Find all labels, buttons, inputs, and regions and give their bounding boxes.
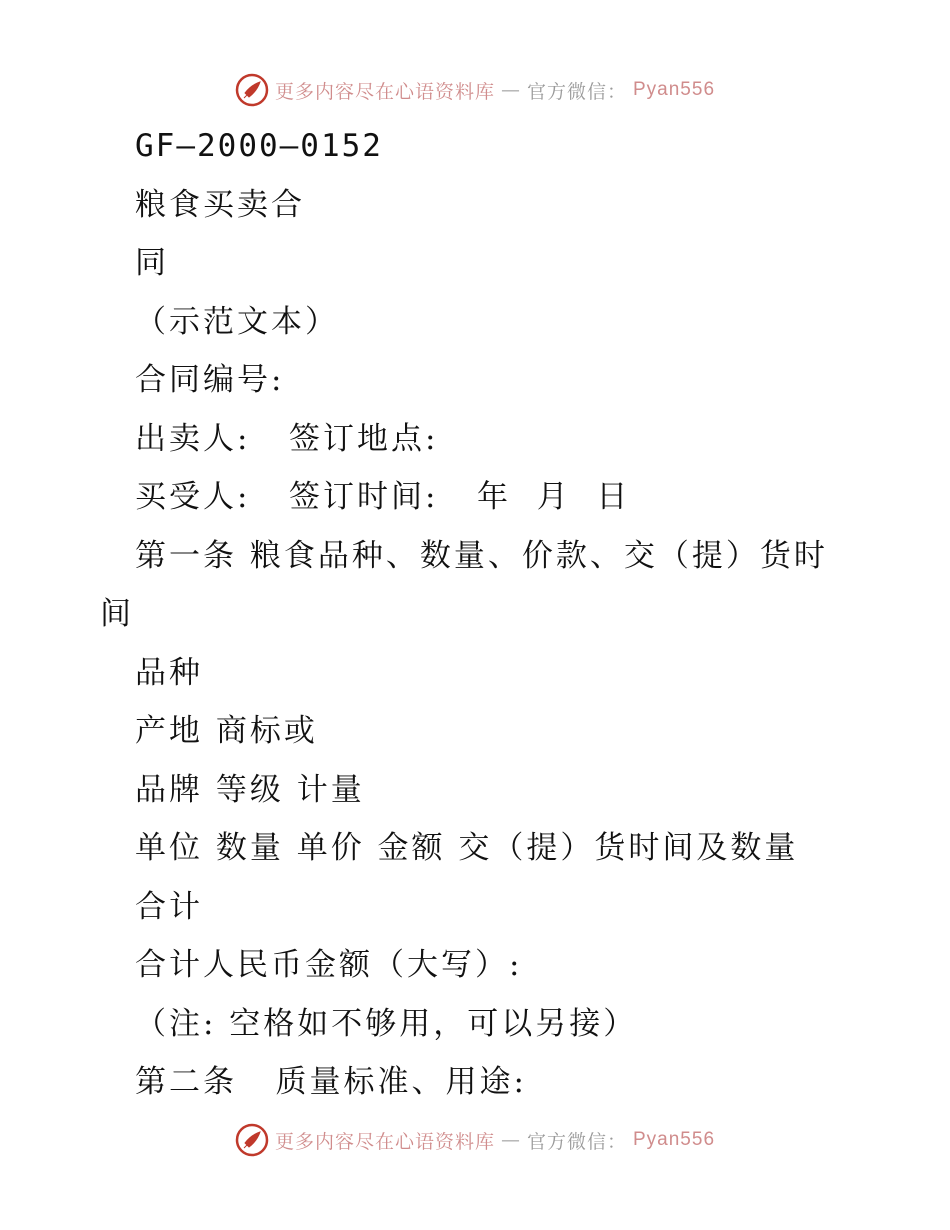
- watermark-wechat-id: Pyan556: [633, 79, 716, 100]
- total-rmb-line: 合计人民币金额（大写）:: [135, 947, 523, 983]
- watermark-brand: 更多内容尽在心语资料库: [274, 80, 495, 103]
- quill-logo-icon: [235, 1123, 269, 1157]
- note-line: （注: 空格如不够用，可以另接）: [135, 1006, 638, 1042]
- watermark-label: 官方微信：: [526, 80, 627, 103]
- total-line: 合计: [135, 889, 203, 925]
- document-subtitle: （示范文本）: [135, 304, 339, 340]
- document-title-part2: 同: [135, 245, 169, 281]
- document-title-part1: 粮食买卖合: [135, 187, 305, 223]
- quill-logo-icon: [235, 73, 269, 107]
- table-header-line1: 品种: [135, 655, 203, 691]
- table-header-line2: 产地 商标或: [135, 713, 318, 749]
- article2-line: 第二条 质量标准、用途:: [135, 1064, 528, 1100]
- watermark-brand: 更多内容尽在心语资料库: [274, 1130, 495, 1153]
- header-watermark: [0, 70, 950, 110]
- watermark-label: 官方微信：: [526, 1130, 627, 1153]
- table-header-line3: 品牌 等级 计量: [135, 772, 365, 808]
- watermark-dash: —: [500, 79, 521, 101]
- seller-line: 出卖人: 签订地点:: [135, 421, 439, 457]
- buyer-line: 买受人: 签订时间: 年 月 日: [135, 479, 631, 515]
- document-code: GF—2000—0152: [135, 128, 383, 164]
- footer-watermark: [0, 1120, 950, 1160]
- article1-line2: 间: [100, 596, 134, 632]
- watermark-dash: —: [500, 1129, 521, 1151]
- watermark-wechat-id: Pyan556: [633, 1129, 716, 1150]
- table-header-line4: 单位 数量 单价 金额 交（提）货时间及数量: [135, 830, 799, 866]
- contract-number-line: 合同编号:: [135, 362, 285, 398]
- article1-line1: 第一条 粮食品种、数量、价款、交（提）货时: [135, 538, 828, 574]
